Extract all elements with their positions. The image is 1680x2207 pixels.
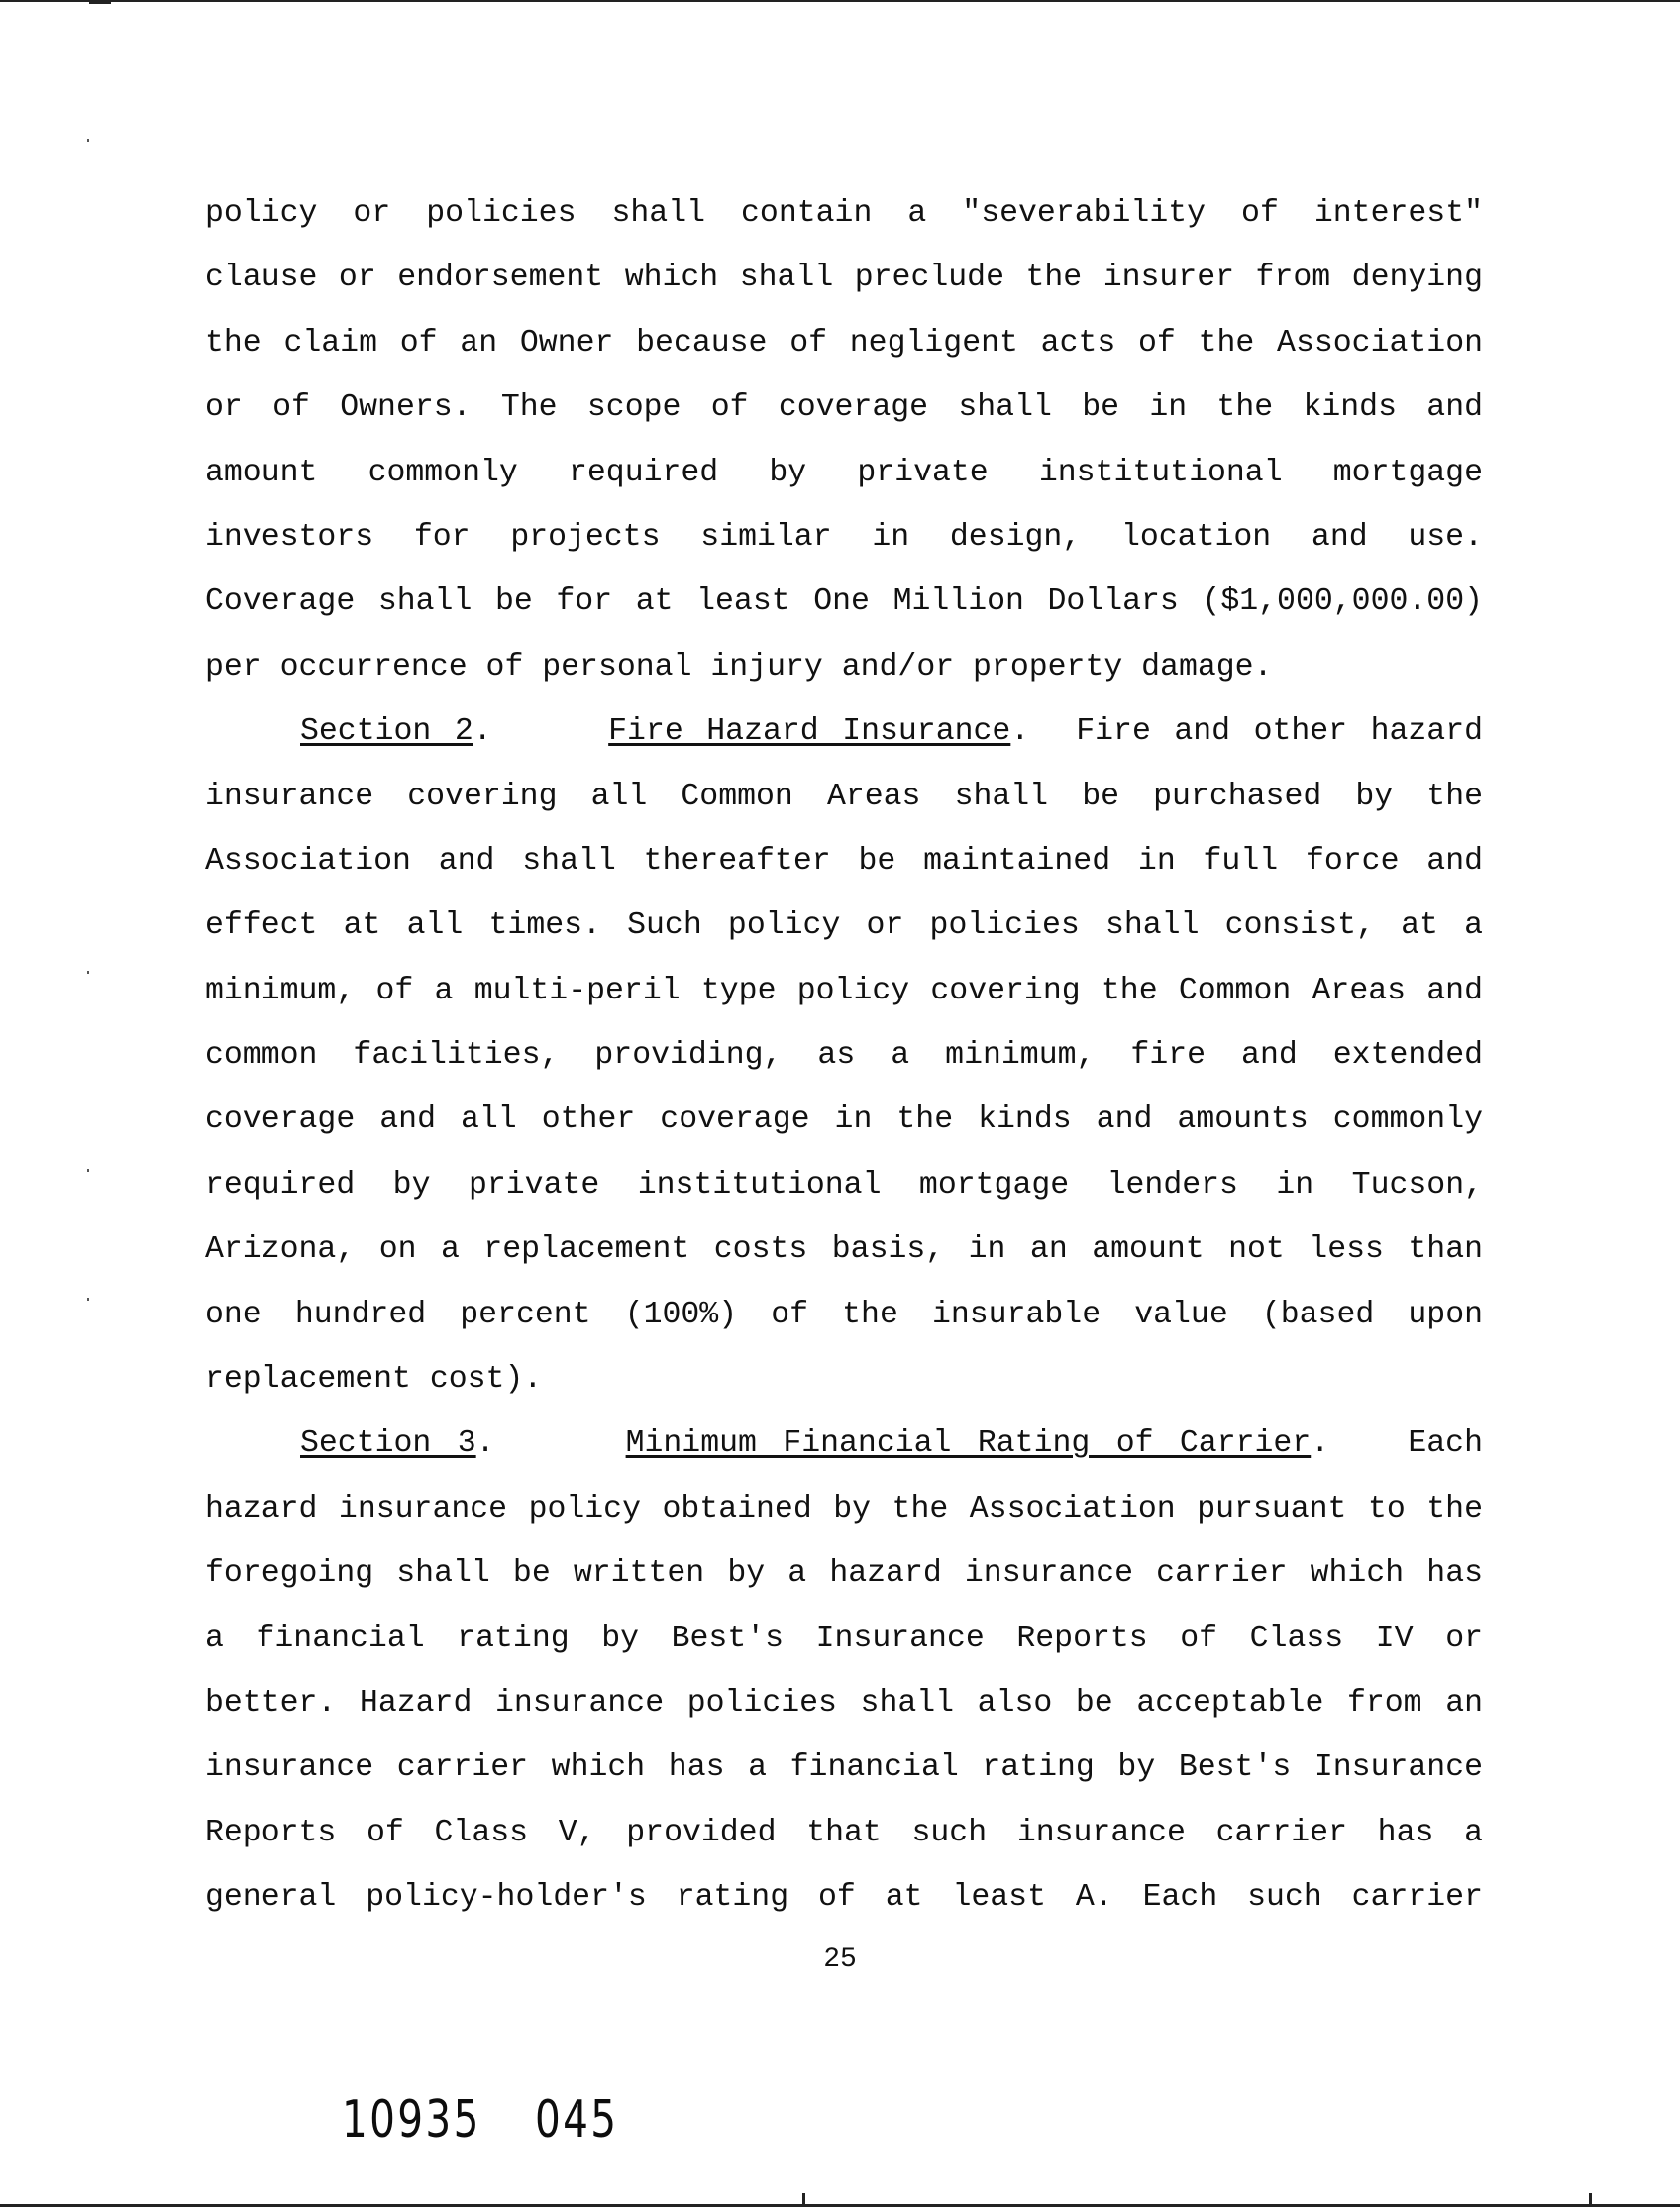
text-line: per occurrence of personal injury and/or property damage. <box>205 649 1273 684</box>
scan-speck <box>87 1298 89 1301</box>
text-line: effect at all times. Such policy or policies shall consist, at a <box>205 908 1483 944</box>
text-line: or of Owners. The scope of coverage shall be in the kinds and <box>205 390 1483 426</box>
text-line: Arizona, on a replacement costs basis, in an amount not less than <box>205 1232 1483 1268</box>
scan-speck <box>87 139 89 142</box>
section-2-first-line-text: Fire and other hazard <box>1076 714 1484 750</box>
text-line: investors for projects similar in design, location and use. <box>205 519 1483 555</box>
recording-stamp: 10935 045 <box>342 2090 619 2150</box>
text-line: one hundred percent (100%) of the insurable value (based upon <box>205 1297 1483 1332</box>
text-line: general policy-holder's rating of at least A. Each such carrier <box>205 1880 1483 1916</box>
scan-top-mark <box>89 0 111 4</box>
text-line: the claim of an Owner because of negligent acts of the Association <box>205 325 1483 361</box>
section-2-label: Section 2 <box>300 714 473 750</box>
scan-speck <box>87 1169 89 1172</box>
text-line: required by private institutional mortgage lenders in Tucson, <box>205 1167 1483 1203</box>
text-line: amount commonly required by private institutional mortgage <box>205 455 1483 490</box>
text-line: a financial rating by Best's Insurance Reports of Class IV or <box>205 1621 1483 1656</box>
text-line: insurance carrier which has a financial rating by Best's Insurance <box>205 1750 1483 1786</box>
scan-top-border <box>0 0 1680 2</box>
text-line: common facilities, providing, as a minimum, fire and extended <box>205 1038 1483 1074</box>
text-line: coverage and all other coverage in the kinds and amounts commonly <box>205 1103 1483 1138</box>
text-line: insurance covering all Common Areas shall be purchased by the <box>205 779 1483 814</box>
scan-speck <box>87 971 89 974</box>
text-line: hazard insurance policy obtained by the Association pursuant to the <box>205 1491 1483 1526</box>
document-body <box>205 181 1483 1931</box>
section-3-heading-line: Section 3. Minimum Financial Rating of Carrier. Each <box>300 1426 1483 1462</box>
page-number: 25 <box>823 1944 857 1975</box>
section-3-title: Minimum Financial Rating of Carrier <box>625 1426 1312 1462</box>
text-line: Coverage shall be for at least One Million Dollars ($1,000,000.00) <box>205 584 1483 620</box>
text-line: Association and shall thereafter be maintained in full force and <box>205 843 1483 879</box>
section-3-first-line-text: Each <box>1408 1426 1483 1462</box>
section-2-heading-line: Section 2. Fire Hazard Insurance. Fire and other hazard <box>300 714 1484 750</box>
text-line: clause or endorsement which shall preclude the insurer from denying <box>205 261 1483 296</box>
scan-bottom-mark <box>802 2193 805 2207</box>
section-2-title: Fire Hazard Insurance <box>608 714 1011 750</box>
text-line: minimum, of a multi-peril type policy covering the Common Areas and <box>205 973 1483 1008</box>
scan-bottom-mark <box>1589 2193 1592 2207</box>
text-line: Reports of Class V, provided that such insurance carrier has a <box>205 1815 1483 1850</box>
section-3-label: Section 3 <box>300 1426 476 1462</box>
text-line: better. Hazard insurance policies shall also be acceptable from an <box>205 1685 1483 1721</box>
text-line: replacement cost). <box>205 1362 543 1398</box>
text-line: policy or policies shall contain a "severability of interest" <box>205 196 1483 231</box>
text-line: foregoing shall be written by a hazard insurance carrier which has <box>205 1556 1483 1592</box>
